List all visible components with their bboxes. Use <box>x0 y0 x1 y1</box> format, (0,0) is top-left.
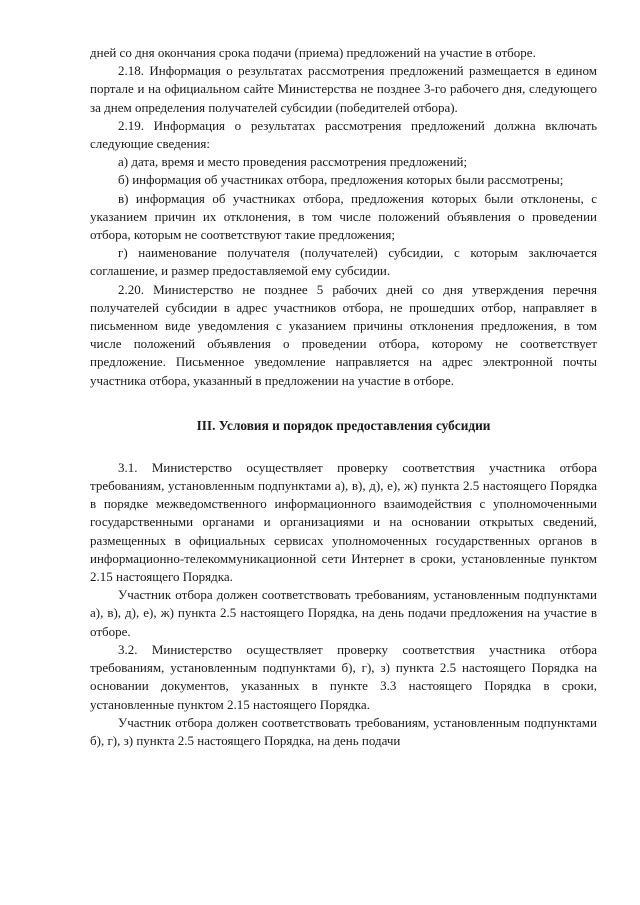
paragraph: в) информация об участниках отбора, предложения которых были отклонены, с указанием причин их отклонения, в том числе положений объявления о проведении отбора, которым не соответствуют такие предложения; <box>90 190 597 243</box>
paragraph: 2.18. Информация о результатах рассмотрения предложений размещается в едином портале и на официальном сайте Министерства не позднее 3-го рабочего дня, следующего за днем определения получателей субсидии (победителей отбора). <box>90 63 597 115</box>
paragraph: Участник отбора должен соответствовать требованиям, установленным подпунктами а), в), д), е), ж) пункта 2.5 настоящего Порядка, на день подачи предложения на участие в отборе. <box>90 587 597 639</box>
paragraph: 3.1. Министерство осуществляет проверку соответствия участника отбора требованиям, установленным подпунктами а), в), д), е), ж) пункта 2.5 настоящего Порядка в порядке межведомственного информационного взаимодействия с уполномоченными государственными органами и организациями и на основании открытых сведений, размещенных в официальных сервисах уполномоченных государственных органов в информационно-телекоммуникационной сети Интернет в сроки, установленные пунктом 2.15 настоящего Порядка. <box>90 459 597 585</box>
paragraph: г) наименование получателя (получателей) субсидии, с которым заключается соглашение, и размер предоставляемой ему субсидии. <box>90 245 597 279</box>
section-heading: III. Условия и порядок предоставления субсидии <box>196 417 491 433</box>
paragraph: Участник отбора должен соответствовать требованиям, установленным подпунктами б), г), з) пункта 2.5 настоящего Порядка, на день подачи <box>90 714 597 748</box>
paragraph: а) дата, время и место проведения рассмотрения предложений; <box>118 154 468 170</box>
bottom-paragraphs <box>90 459 597 750</box>
paragraph: б) информация об участниках отбора, предложения которых были рассмотрены; <box>118 172 564 188</box>
paragraph: 3.2. Министерство осуществляет проверку соответствия участника отбора требованиям, установленным подпунктами б), г), з) пункта 2.5 настоящего Порядка на основании документов, указанных в пункте 3.3 настоящего Порядка в сроки, установленные пунктом 2.15 настоящего Порядка. <box>90 641 597 712</box>
paragraph: 2.20. Министерство не позднее 5 рабочих дней со дня утверждения перечня получателей субсидии в адрес участников отбора, не прошедших отбор, направляет в письменном виде уведомления с указанием причины отклонения предложения, в том числе положений объявления о проведении отбора, которому не соответствует предложение. Письменное уведомление направляется на адрес электронной почты участника отбора, указанный в предложении на участие в отборе. <box>90 281 597 388</box>
document-body <box>90 44 597 750</box>
paragraph: дней со дня окончания срока подачи (приема) предложений на участие в отборе. <box>90 45 536 60</box>
paragraph: 2.19. Информация о результатах рассмотрения предложений должна включать следующие сведения: <box>90 117 597 152</box>
top-paragraphs <box>90 44 597 390</box>
